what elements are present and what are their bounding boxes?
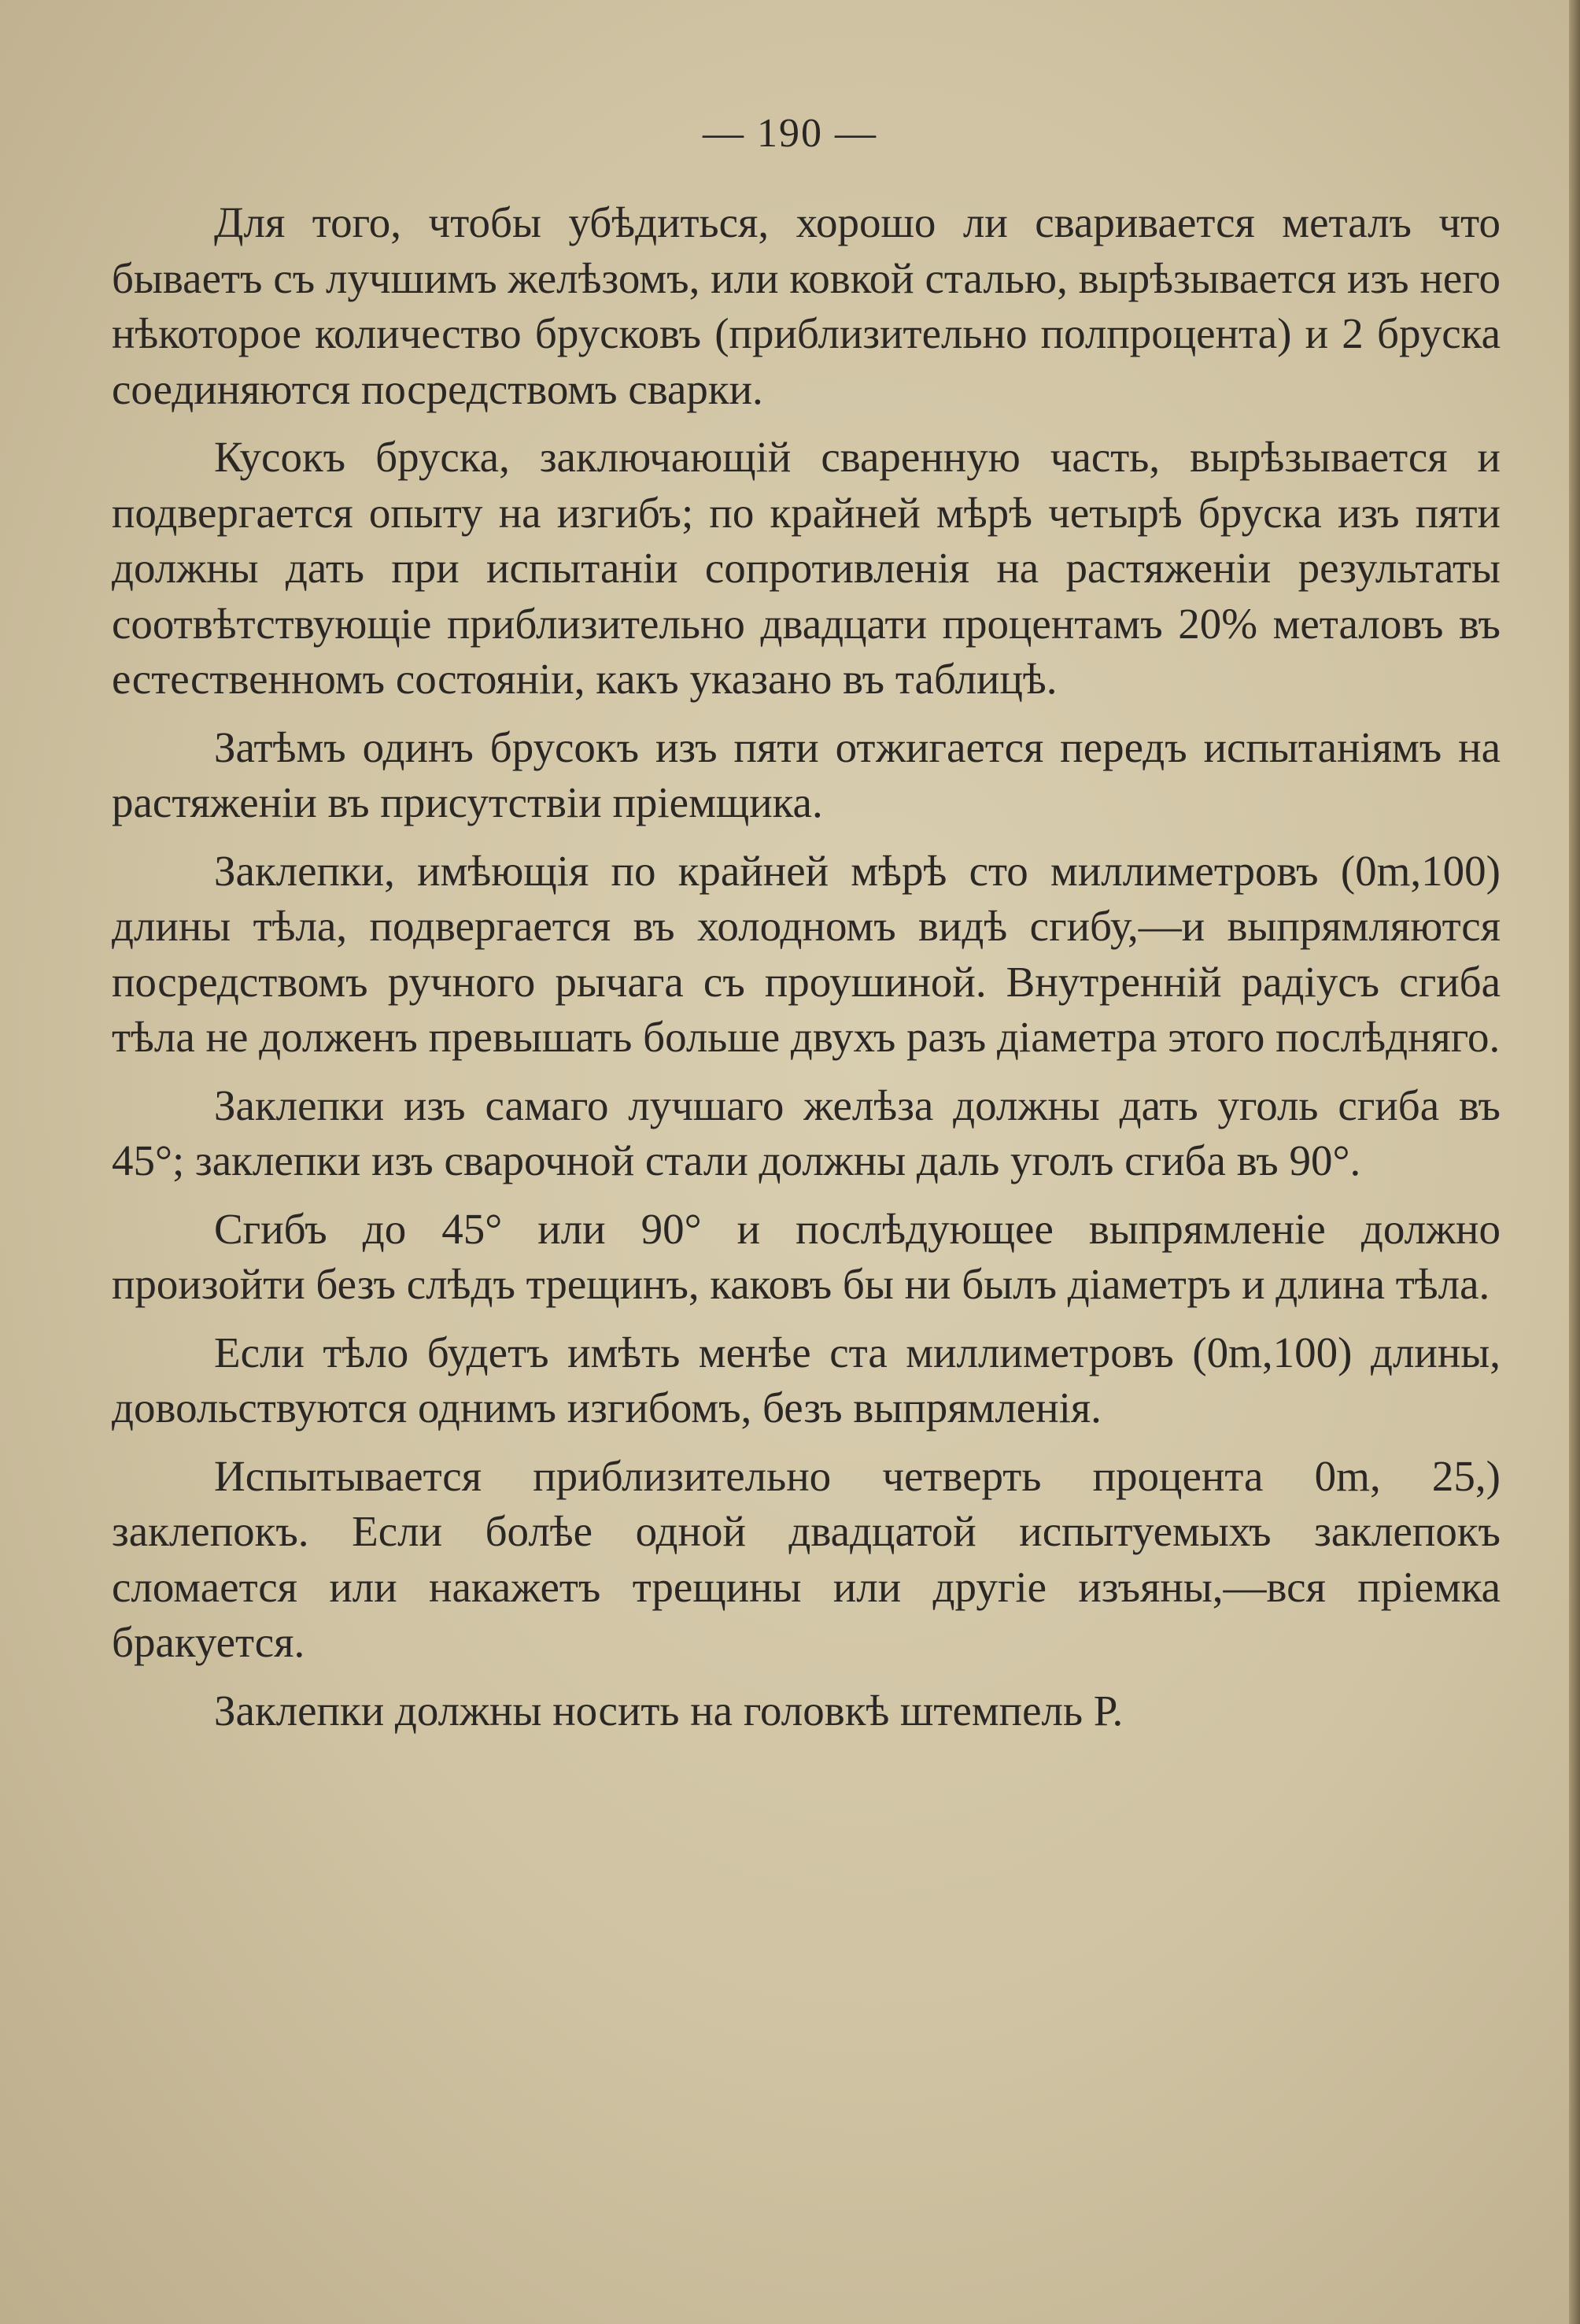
paragraph-welding-test: Для того, чтобы убѣдиться, хорошо ли сваривается металъ что бываетъ съ лучшимъ желѣзомъ, или ковкой сталью, вырѣзывается изъ него нѣкоторое количество брусковъ (приблизительно полпроцента) и 2 бруска соединяются посредствомъ сварки. (112, 198, 1501, 413)
paragraph-sampling: Испытывается приблизительно четверть процента 0m, 25,) заклепокъ. Если болѣе одной двадцатой испытуемыхъ заклепокъ сломается или накажетъ трещины или другіе изъяны,—вся пріемка бракуется. (112, 1451, 1501, 1666)
paragraph-bend-angle: Заклепки изъ самаго лучшаго желѣза должны дать уголь сгиба въ 45°; заклепки изъ сварочной стали должны даль уголъ сгиба въ 90°. (112, 1081, 1501, 1184)
paragraph-bend-test: Кусокъ бруска, заключающій сваренную часть, вырѣзывается и подвергается опыту на изгибъ; по крайней мѣрѣ четырѣ бруска изъ пяти должны дать при испытаніи сопротивленія на растяженіи результаты соотвѣтствующіе приблизительно двадцати процентамъ 20% металовъ въ естественномъ состояніи, какъ указано въ таблицѣ. (112, 433, 1501, 703)
paragraph-stamp: Заклепки должны носить на головкѣ штемпель Р. (214, 1686, 1124, 1735)
paragraph-rivet-bending: Заклепки, имѣющія по крайней мѣрѣ сто миллиметровъ (0m,100) длины тѣла, подвергается въ холодномъ видѣ сгибу,—и выпрямляются посредствомъ ручного рычага съ проушиной. Внутренній радіусъ сгиба тѣла не долженъ превышать больше двухъ разъ діаметра этого послѣдняго. (112, 846, 1501, 1061)
paragraph-no-cracks: Сгибъ до 45° или 90° и послѣдующее выпрямленіе должно произойти безъ слѣдъ трещинъ, каковъ бы ни былъ діаметръ и длина тѣла. (112, 1204, 1501, 1308)
paragraph-short-rivets: Если тѣло будетъ имѣть менѣе ста миллиметровъ (0m,100) длины, довольствуются однимъ изгибомъ, безъ выпрямленія. (112, 1328, 1501, 1432)
body-text (112, 195, 1501, 1738)
page-number: — 190 — (703, 111, 877, 156)
paragraph-annealing: Затѣмъ одинъ брусокъ изъ пяти отжигается передъ испытаніямъ на растяженіи въ присутствіи пріемщика. (112, 722, 1501, 826)
page-edge (1569, 0, 1580, 2324)
